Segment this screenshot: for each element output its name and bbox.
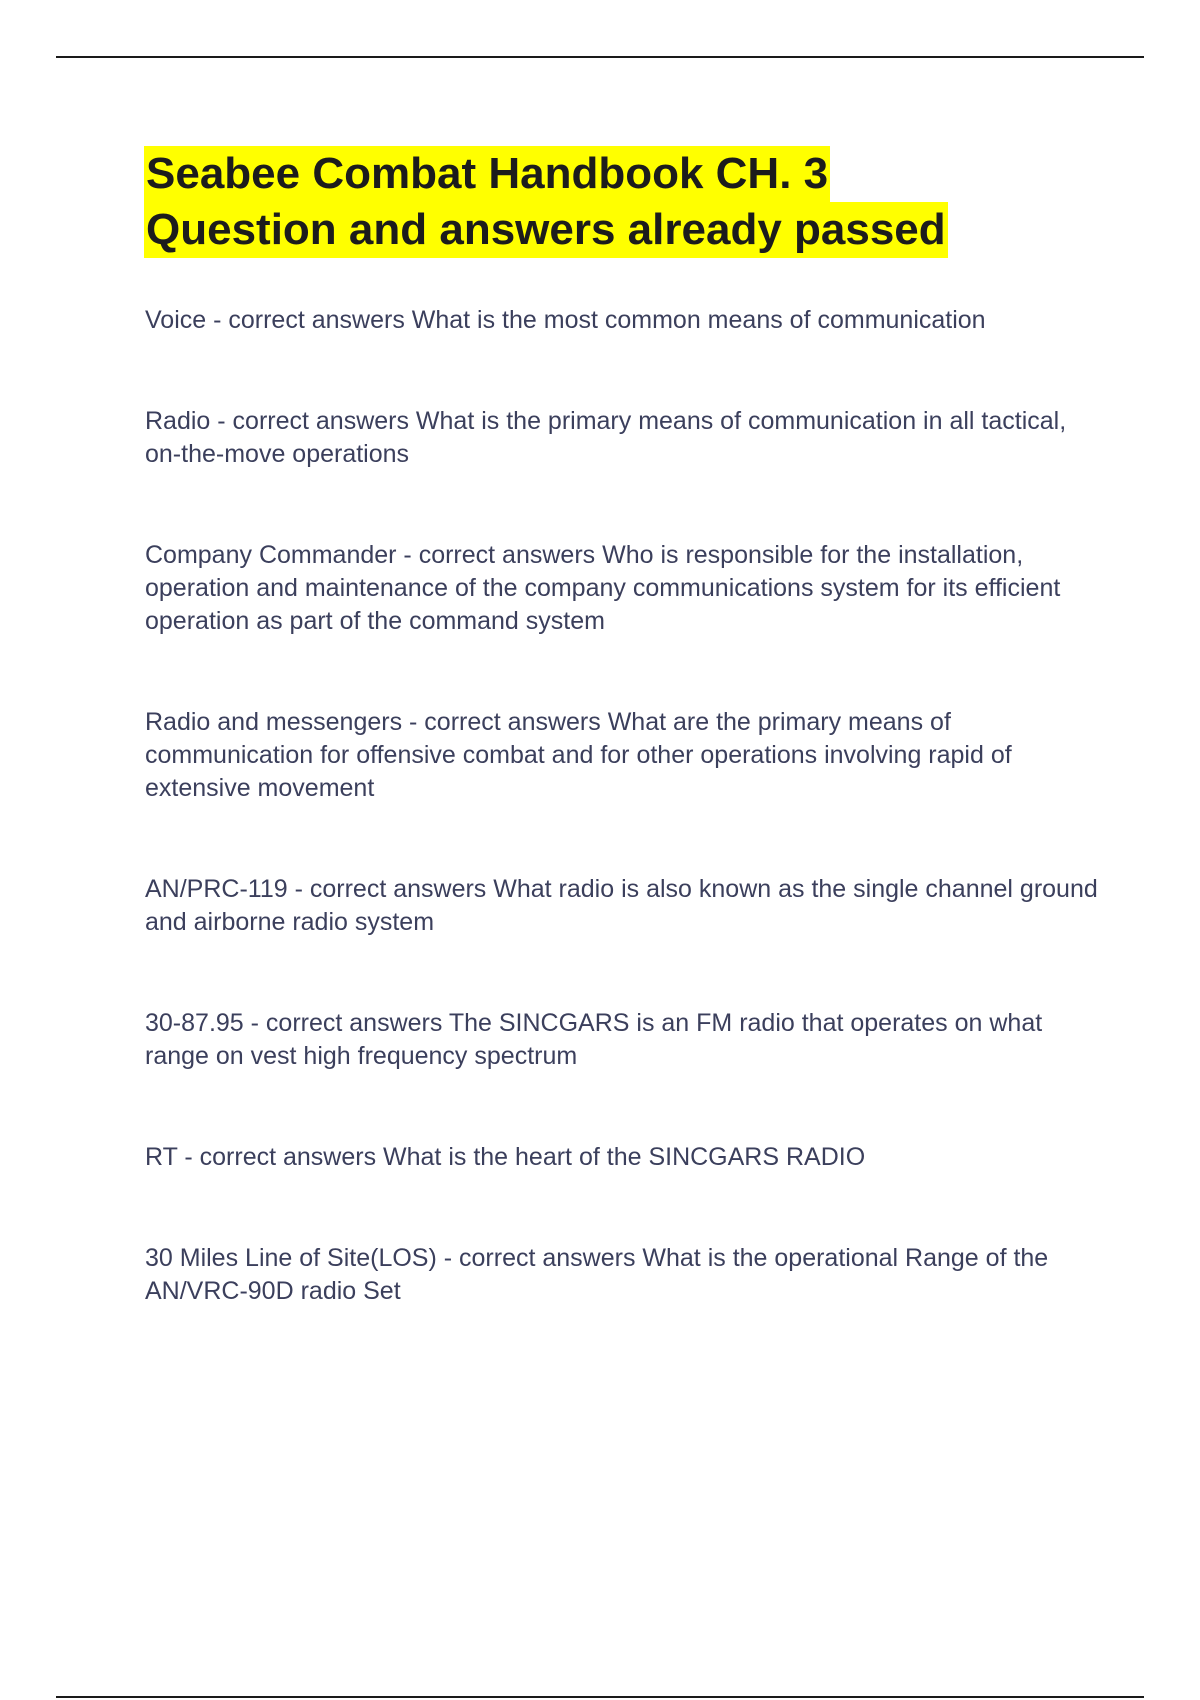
- qa-item: 30-87.95 - correct answers The SINCGARS is an FM radio that operates on what range on vest high frequency spectrum: [145, 1009, 1043, 1070]
- page-title: [144, 146, 1124, 258]
- top-rule: [56, 56, 1144, 58]
- qa-item: AN/PRC-119 - correct answers What radio is also known as the single channel ground and airborne radio system: [145, 875, 1098, 936]
- qa-item: Radio - correct answers What is the primary means of communication in all tactical, on-the-move operations: [145, 407, 1067, 468]
- title-line-2: Question and answers already passed: [144, 202, 948, 258]
- bottom-rule: [56, 1696, 1144, 1698]
- qa-item: Radio and messengers - correct answers What are the primary means of communication for offensive combat and for other operations involving rapid of extensive movement: [145, 708, 1012, 802]
- qa-item: 30 Miles Line of Site(LOS) - correct answers What is the operational Range of the AN/VRC-90D radio Set: [145, 1244, 1049, 1305]
- qa-item: RT - correct answers What is the heart of the SINCGARS RADIO: [145, 1143, 866, 1171]
- title-line-1: Seabee Combat Handbook CH. 3: [144, 146, 830, 202]
- qa-item: Company Commander - correct answers Who is responsible for the installation, operation and maintenance of the company communications system for its efficient operation as part of the command system: [145, 541, 1061, 635]
- qa-list: [145, 304, 1105, 1308]
- qa-item: Voice - correct answers What is the most common means of communication: [145, 306, 986, 334]
